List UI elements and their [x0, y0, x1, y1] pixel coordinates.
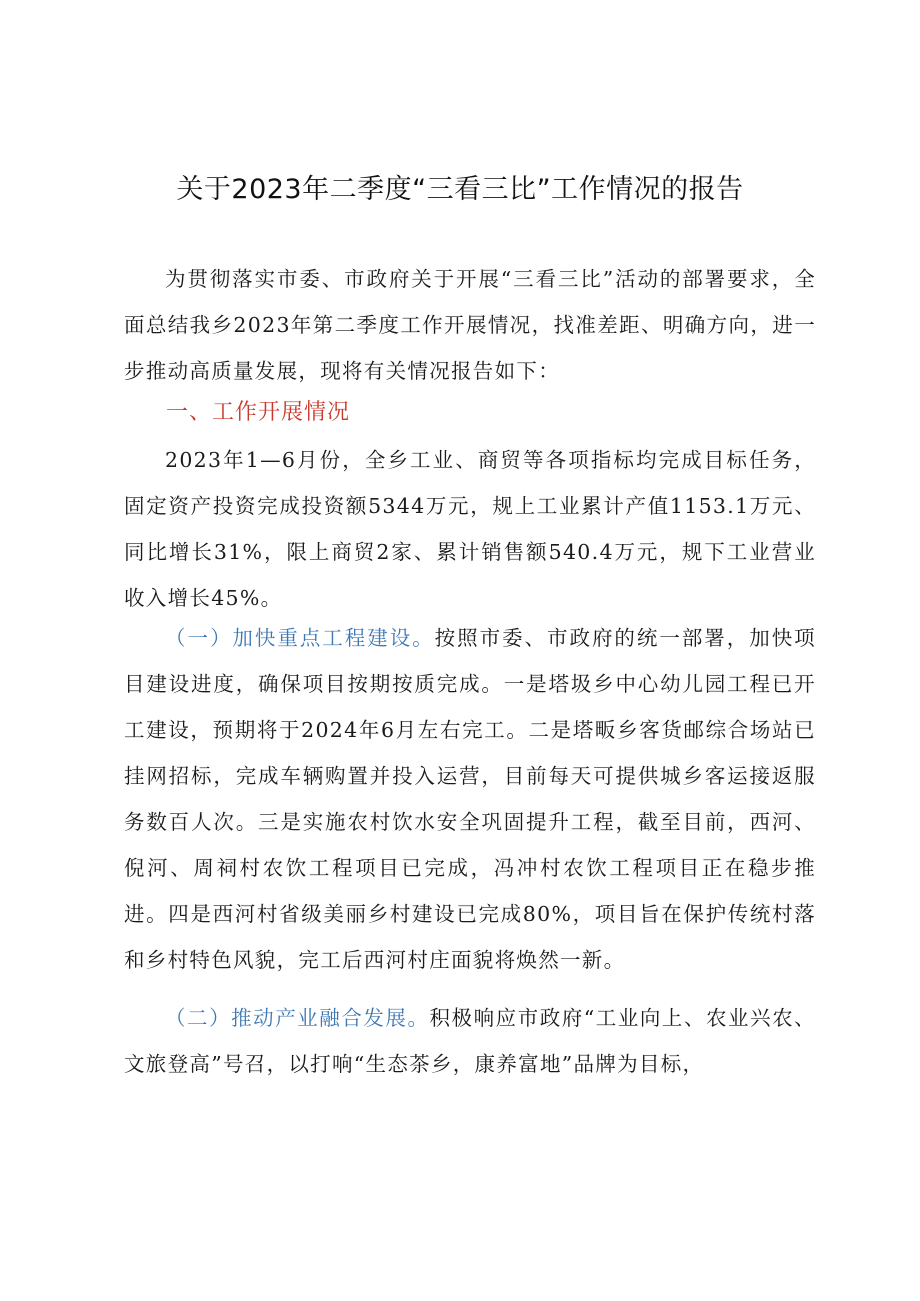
subsection-1-text: 按照市委、市政府的统一部署，加快项目建设进度，确保项目按期按质完成。一是塔圾乡中心幼儿园工程已开工建设，预期将于2024年6月左右完工。二是塔畈乡客货邮综合场站已挂网招标，完成车辆购置并投入运营，目前每天可提供城乡客运接返服务数百人次。三是实施农村饮水安全巩固提升工程，截至目前，西河、倪河、周祠村农饮工程项目已完成，冯冲村农饮工程项目正在稳步推进。四是西河村省级美丽乡村建设已完成80%，项目旨在保护传统村落和乡村特色风貌，完工后西河村庄面貌将焕然一新。 — [124, 626, 816, 972]
section-heading-work-progress: 一、工作开展情况 — [166, 400, 351, 425]
subsection-2-paragraph — [124, 995, 816, 1087]
intro-paragraph: 为贯彻落实市委、市政府关于开展“三看三比”活动的部署要求，全面总结我乡2023年第二季度工作开展情况，找准差距、明确方向，进一步推动高质量发展，现将有关情况报告如下： — [124, 267, 816, 383]
subsection-2-heading: （二）推动产业融合发展。 — [165, 1006, 430, 1030]
subsection-2-text: 积极响应市政府“工业向上、农业兴农、文旅登高”号召，以打响“生态茶乡，康养富地”品牌为目标， — [124, 1006, 816, 1076]
summary-paragraph: 2023年1—6月份，全乡工业、商贸等各项指标均完成目标任务，固定资产投资完成投资额5344万元，规上工业累计产值1153.1万元、同比增长31%，限上商贸2家、累计销售额540.4万元，规下工业营业收入增长45%。 — [124, 448, 816, 610]
subsection-1-paragraph — [124, 615, 816, 983]
document-title: 关于2023年二季度“三看三比”工作情况的报告 — [176, 174, 744, 205]
subsection-1-heading: （一）加快重点工程建设。 — [165, 626, 435, 650]
